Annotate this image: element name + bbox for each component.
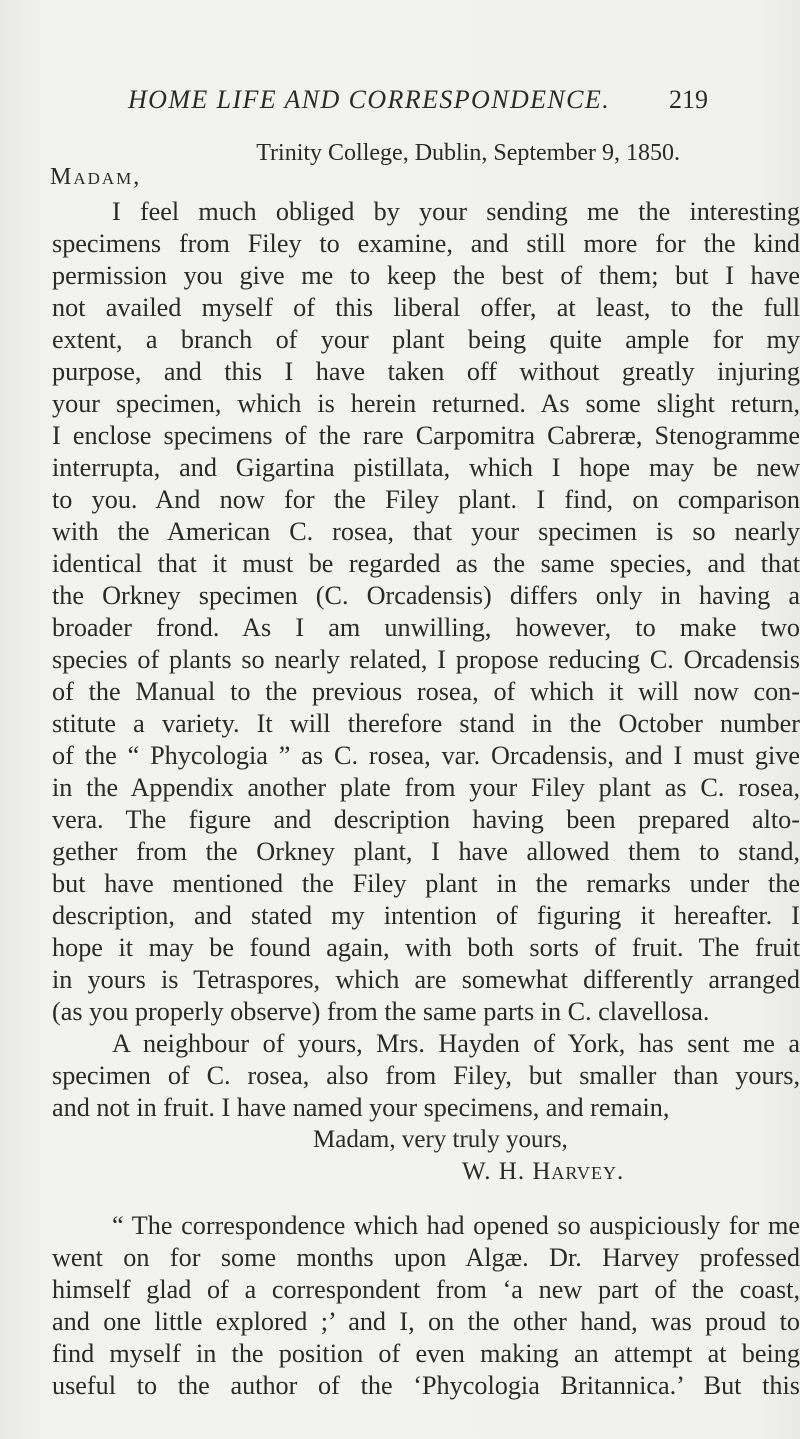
text-line: went on for some months upon Algæ. Dr. Harvey professed xyxy=(52,1243,800,1272)
text-line: “ The correspondence which had opened so auspiciously for me xyxy=(112,1211,800,1240)
text-line: of the “ Phycologia ” as C. rosea, var. Orcadensis, and I must give xyxy=(52,741,800,770)
text-line: (as you properly observe) from the same parts in C. clavellosa. xyxy=(52,997,710,1026)
text-line: useful to the author of the ‘Phycologia Britannica.’ But this xyxy=(52,1371,800,1400)
letter-dateline: Trinity College, Dublin, September 9, 1850. xyxy=(256,140,680,166)
letter-salutation: Madam, xyxy=(50,164,142,190)
letter-closing: Madam, very truly yours, xyxy=(313,1126,568,1153)
letter-signature: W. H. Harvey. xyxy=(462,1158,625,1185)
text-line: not availed myself of this liberal offer, at least, to the full xyxy=(52,293,800,322)
text-line: species of plants so nearly related, I propose reducing C. Orcadensis xyxy=(52,645,800,674)
text-line: and not in fruit. I have named your specimens, and remain, xyxy=(52,1093,670,1122)
text-line: in yours is Tetraspores, which are somewhat differently arranged xyxy=(52,965,800,994)
text-line: the Orkney specimen (C. Orcadensis) differs only in having a xyxy=(52,581,800,610)
text-line: himself glad of a correspondent from ‘a new part of the coast, xyxy=(52,1275,800,1304)
text-line: in the Appendix another plate from your Filey plant as C. rosea, xyxy=(52,773,800,802)
text-line: to you. And now for the Filey plant. I find, on comparison xyxy=(52,485,800,514)
text-line: and one little explored ;’ and I, on the other hand, was proud to xyxy=(52,1307,800,1336)
text-line: I feel much obliged by your sending me the interesting xyxy=(112,197,800,226)
text-line: gether from the Orkney plant, I have allowed them to stand, xyxy=(52,837,800,866)
text-line: description, and stated my intention of figuring it hereafter. I xyxy=(52,901,800,930)
text-line: vera. The figure and description having been prepared alto- xyxy=(52,805,800,834)
running-head xyxy=(0,80,800,120)
text-line: I enclose specimens of the rare Carpomitra Cabreræ, Stenogramme xyxy=(52,421,800,450)
text-line: find myself in the position of even making an attempt at being xyxy=(52,1339,800,1368)
text-line: permission you give me to keep the best of them; but I have xyxy=(52,261,800,290)
text-line: but have mentioned the Filey plant in the remarks under the xyxy=(52,869,800,898)
text-line: broader frond. As I am unwilling, however, to make two xyxy=(52,613,800,642)
text-line: your specimen, which is herein returned. As some slight return, xyxy=(52,389,800,418)
page-number: 219 xyxy=(669,85,708,114)
text-line: hope it may be found again, with both sorts of fruit. The fruit xyxy=(52,933,800,962)
running-head-title: HOME LIFE AND CORRESPONDENCE. xyxy=(128,85,611,114)
text-line: interrupta, and Gigartina pistillata, which I hope may be new xyxy=(52,453,800,482)
text-line: extent, a branch of your plant being quite ample for my xyxy=(52,325,800,354)
text-line: with the American C. rosea, that your specimen is so nearly xyxy=(52,517,800,546)
text-line: stitute a variety. It will therefore stand in the October number xyxy=(52,709,800,738)
text-line: A neighbour of yours, Mrs. Hayden of York, has sent me a xyxy=(112,1029,800,1058)
text-line: specimen of C. rosea, also from Filey, but smaller than yours, xyxy=(52,1061,800,1090)
text-line: specimens from Filey to examine, and still more for the kind xyxy=(52,229,800,258)
text-line: purpose, and this I have taken off without greatly injuring xyxy=(52,357,800,386)
text-line: identical that it must be regarded as the same species, and that xyxy=(52,549,800,578)
text-line: of the Manual to the previous rosea, of which it will now con- xyxy=(52,677,800,706)
